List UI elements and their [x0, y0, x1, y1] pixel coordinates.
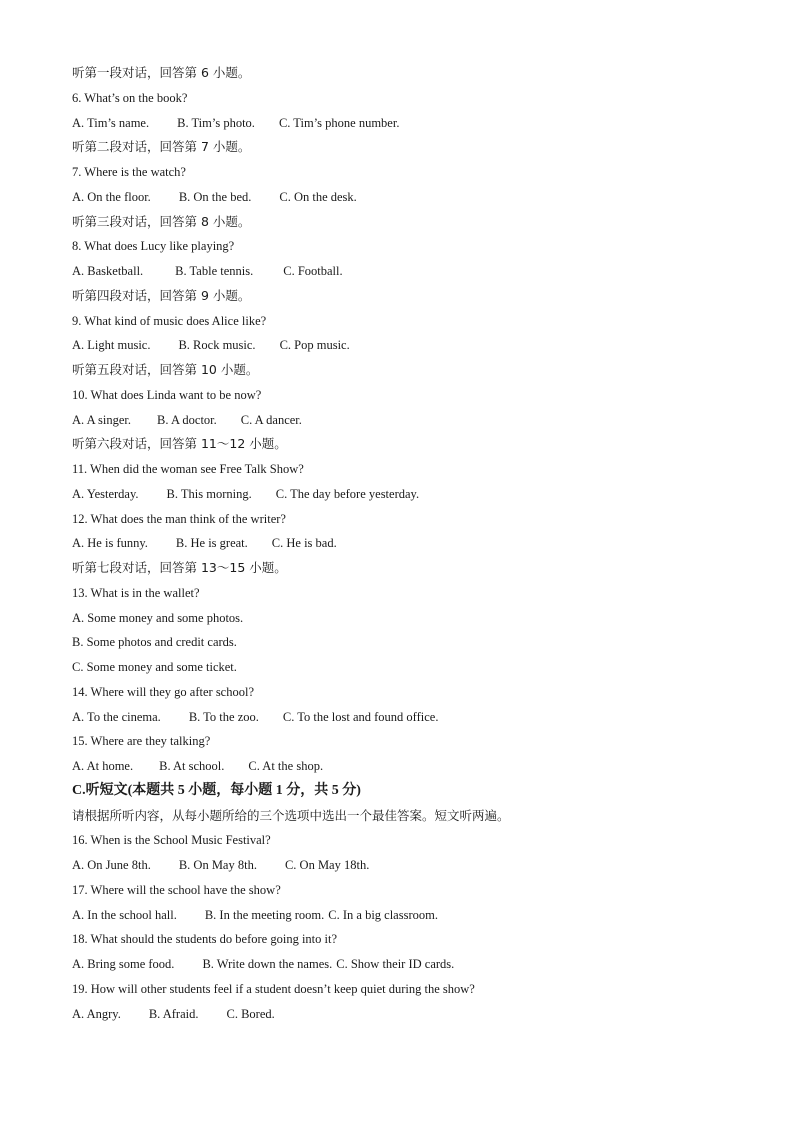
answer-option: B. Write down the names. [202, 957, 333, 971]
answer-option: B. At school. [159, 759, 225, 773]
answer-option: C. Show their ID cards. [336, 957, 455, 971]
question-text: 15. Where are they talking? [72, 734, 211, 749]
answer-option: B. Rock music. [178, 338, 256, 353]
answer-option: A. Light music. [72, 338, 151, 353]
question-text: 12. What does the man think of the writer? [72, 511, 286, 526]
instruction: 听第七段对话，回答第 13～15 小题。 [72, 560, 287, 575]
instruction: 听第三段对话，回答第 8 小题。 [72, 213, 251, 229]
answer-option: C. On the desk. [279, 189, 357, 204]
answer-option: B. Table tennis. [175, 264, 254, 278]
answer-option: A. At home. [72, 759, 134, 773]
question-text: 14. Where will they go after school? [72, 684, 255, 699]
answer-options [72, 333, 752, 358]
answer-options [72, 185, 752, 210]
answer-option: C. He is bad. [271, 536, 337, 551]
answer-option: C. On May 18th. [284, 858, 370, 872]
instruction: 听第二段对话，回答第 7 小题。 [72, 139, 251, 155]
answer-option: B. In the meeting room. [204, 907, 325, 922]
answer-option: B. This morning. [166, 486, 252, 501]
question-text: 10. What does Linda want to be now? [72, 387, 262, 402]
answer-option: B. To the zoo. [188, 709, 259, 724]
answer-option: B. A doctor. [157, 412, 217, 427]
answer-option: C. To the lost and found office. [282, 709, 439, 724]
answer-option: A. Angry. [72, 1006, 121, 1021]
instruction: 请根据所听内容，从每小题所给的三个选项中选出一个最佳答案。短文听两遍。 [72, 807, 510, 823]
answer-option: C. Football. [283, 264, 343, 278]
question-text: 11. When did the woman see Free Talk Show? [72, 462, 304, 476]
answer-option: A. To the cinema. [72, 709, 161, 724]
question-text: 16. When is the School Music Festival? [72, 833, 271, 848]
question-text: 7. Where is the watch? [72, 165, 186, 179]
answer-option: C. Tim’s phone number. [278, 115, 400, 130]
question-text: C. Some money and some ticket. [72, 660, 237, 674]
answer-option: C. At the shop. [248, 759, 324, 773]
answer-option: A. On the floor. [72, 189, 151, 204]
answer-option: C. The day before yesterday. [275, 486, 420, 501]
answer-option: A. In the school hall. [72, 907, 177, 922]
answer-option: A. Yesterday. [72, 486, 139, 501]
question-text: B. Some photos and credit cards. [72, 635, 237, 650]
answer-option: A. Tim’s name. [72, 115, 150, 130]
answer-option: A. A singer. [72, 412, 132, 427]
answer-option: C. Bored. [226, 1006, 275, 1021]
question-text: 17. Where will the school have the show? [72, 882, 281, 897]
answer-options [72, 482, 752, 507]
question-text: 9. What kind of music does Alice like? [72, 313, 267, 328]
answer-option: C. In a big classroom. [328, 907, 438, 922]
exam-page [72, 61, 752, 1026]
answer-option: B. Tim’s photo. [177, 115, 255, 130]
answer-option: A. On June 8th. [72, 858, 151, 872]
answer-options [72, 754, 752, 779]
answer-option: C. A dancer. [240, 412, 302, 427]
answer-option: B. He is great. [175, 536, 248, 551]
section-title: C.听短文(本题共 5 小题，每小题 1 分，共 5 分) [72, 782, 361, 798]
answer-option: C. Pop music. [279, 338, 350, 353]
question-text: 19. How will other students feel if a student doesn’t keep quiet during the show? [72, 981, 475, 996]
answer-options [72, 111, 752, 136]
answer-options [72, 705, 752, 730]
answer-options [72, 408, 752, 433]
answer-option: B. On the bed. [178, 189, 252, 204]
instruction: 听第五段对话，回答第 10 小题。 [72, 362, 259, 377]
answer-options [72, 1002, 752, 1027]
answer-options [72, 903, 752, 928]
answer-option: B. On May 8th. [178, 858, 257, 872]
answer-option: A. He is funny. [72, 536, 148, 551]
answer-options [72, 259, 752, 284]
question-text: 13. What is in the wallet? [72, 585, 200, 600]
answer-options [72, 853, 752, 878]
answer-option: A. Basketball. [72, 264, 144, 278]
answer-options [72, 952, 752, 977]
question-text: A. Some money and some photos. [72, 610, 244, 625]
instruction: 听第四段对话，回答第 9 小题。 [72, 287, 251, 303]
instruction: 听第六段对话，回答第 11～12 小题。 [72, 436, 287, 452]
instruction: 听第一段对话，回答第 6 小题。 [72, 65, 251, 80]
answer-option: B. Afraid. [148, 1006, 199, 1021]
question-text: 8. What does Lucy like playing? [72, 239, 235, 254]
question-text: 18. What should the students do before going into it? [72, 932, 338, 947]
answer-option: A. Bring some food. [72, 957, 175, 971]
answer-options [72, 531, 752, 556]
question-text: 6. What’s on the book? [72, 90, 188, 105]
